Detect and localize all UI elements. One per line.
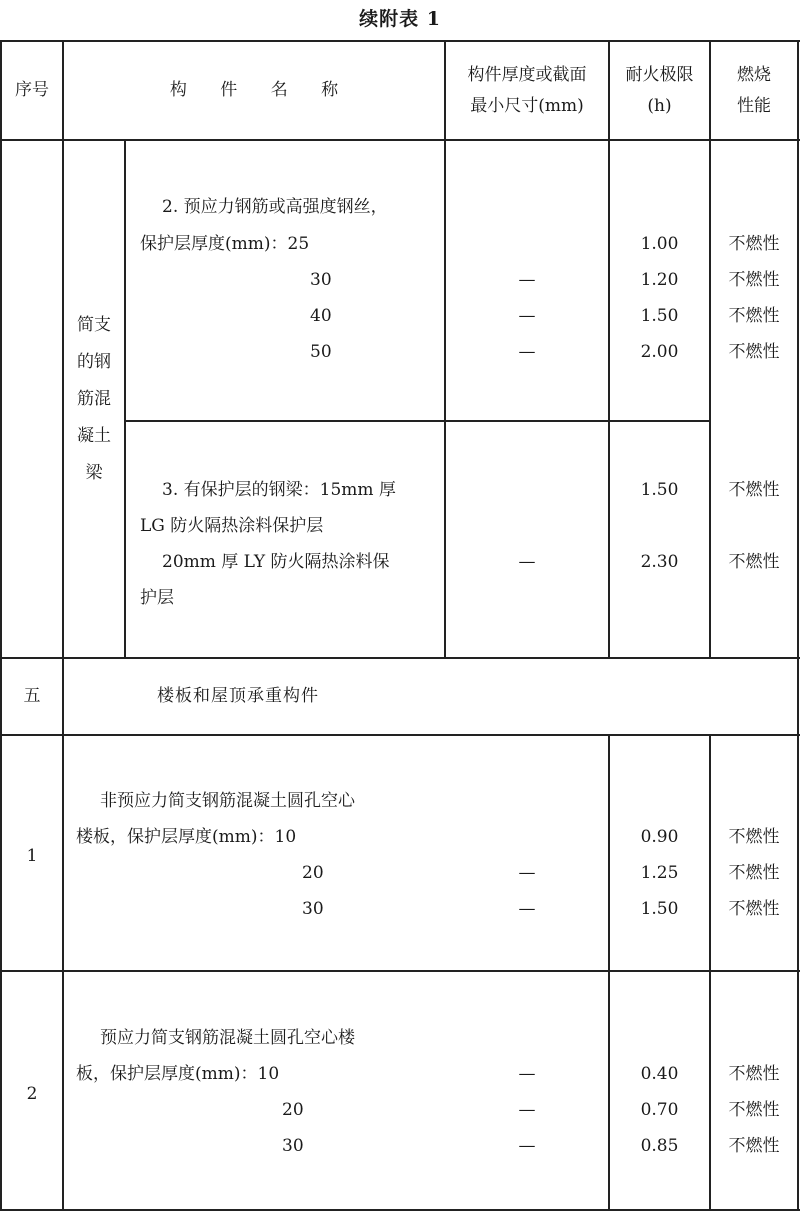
section-5-label: 楼板和屋顶承重构件 xyxy=(157,686,319,706)
item2-combust: 不燃性 xyxy=(728,234,780,254)
header-name: 构 件 名 称 xyxy=(169,80,353,100)
item2-thickness: — xyxy=(518,342,536,362)
item3-combust: 不燃性 xyxy=(728,552,780,572)
row1-thickness: — xyxy=(518,863,536,883)
item2-limit: 1.00 xyxy=(640,234,679,254)
beam-label-line: 简支 xyxy=(77,315,111,335)
item2-combust: 不燃性 xyxy=(728,342,780,362)
header-thickness-2: 最小尺寸(mm) xyxy=(470,96,584,116)
item3-limit: 1.50 xyxy=(640,480,679,500)
item2-cover: 30 xyxy=(310,270,332,290)
item3-thickness: — xyxy=(518,552,536,572)
row2-thickness: — xyxy=(518,1136,536,1156)
item2-limit: 1.50 xyxy=(640,306,679,326)
item3-limit: 2.30 xyxy=(640,552,679,572)
row2-limit: 0.40 xyxy=(640,1064,679,1084)
item2-cover: 40 xyxy=(310,306,332,326)
row2-thickness: — xyxy=(518,1064,536,1084)
row1-thickness: — xyxy=(518,899,536,919)
row2-combust: 不燃性 xyxy=(728,1136,780,1156)
beam-label-line: 梁 xyxy=(85,463,103,483)
beam-label-line: 筋混 xyxy=(77,389,111,409)
item2-combust: 不燃性 xyxy=(728,306,780,326)
row2-limit: 0.70 xyxy=(640,1100,679,1120)
row2-desc-line: 板，保护层厚度(mm)：10 xyxy=(76,1064,280,1084)
row2-desc-line: 预应力简支钢筋混凝土圆孔空心楼 xyxy=(100,1028,355,1048)
row1-limit: 1.25 xyxy=(640,863,679,883)
row1-cover: 30 xyxy=(302,899,324,919)
header-seq: 序号 xyxy=(15,80,49,100)
item2-thickness: — xyxy=(518,306,536,326)
row1-limit: 1.50 xyxy=(640,899,679,919)
beam-label-line: 的钢 xyxy=(77,352,111,372)
header-limit-2: (h) xyxy=(647,96,672,116)
section-5-seq: 五 xyxy=(23,686,41,706)
header-combust-2: 性能 xyxy=(737,96,771,116)
header-combust-1: 燃烧 xyxy=(737,65,771,85)
row2-cover: 20 xyxy=(282,1100,304,1120)
item2-limit: 1.20 xyxy=(640,270,679,290)
row2-combust: 不燃性 xyxy=(728,1100,780,1120)
item3-combust: 不燃性 xyxy=(728,480,780,500)
row2-combust: 不燃性 xyxy=(728,1064,780,1084)
item2-desc-line: 保护层厚度(mm)：25 xyxy=(140,234,310,254)
row1-combust: 不燃性 xyxy=(728,827,780,847)
row1-combust: 不燃性 xyxy=(728,863,780,883)
row2-seq: 2 xyxy=(26,1084,38,1104)
row1-seq: 1 xyxy=(26,846,38,866)
item2-combust: 不燃性 xyxy=(728,270,780,290)
item2-desc-line: 2. 预应力钢筋或高强度钢丝， xyxy=(162,197,388,217)
row1-combust: 不燃性 xyxy=(728,899,780,919)
header-thickness-1: 构件厚度或截面 xyxy=(467,65,587,85)
item3-desc-line: LG 防火隔热涂料保护层 xyxy=(140,516,324,536)
item2-thickness: — xyxy=(518,270,536,290)
item2-limit: 2.00 xyxy=(640,342,679,362)
row1-desc-line: 非预应力简支钢筋混凝土圆孔空心 xyxy=(100,791,355,811)
table-title: 续附表 1 xyxy=(359,8,441,30)
row2-limit: 0.85 xyxy=(640,1136,679,1156)
row2-cover: 30 xyxy=(282,1136,304,1156)
item3-desc-line: 护层 xyxy=(140,588,174,608)
beam-label-line: 凝土 xyxy=(77,426,111,446)
item2-cover: 50 xyxy=(310,342,332,362)
item3-desc-line: 20mm 厚 LY 防火隔热涂料保 xyxy=(162,552,390,572)
row1-limit: 0.90 xyxy=(640,827,679,847)
row1-desc-line: 楼板，保护层厚度(mm)：10 xyxy=(76,827,297,847)
item3-desc-line: 3. 有保护层的钢梁：15mm 厚 xyxy=(162,480,396,500)
row2-thickness: — xyxy=(518,1100,536,1120)
row1-cover: 20 xyxy=(302,863,324,883)
header-limit-1: 耐火极限 xyxy=(625,65,694,85)
